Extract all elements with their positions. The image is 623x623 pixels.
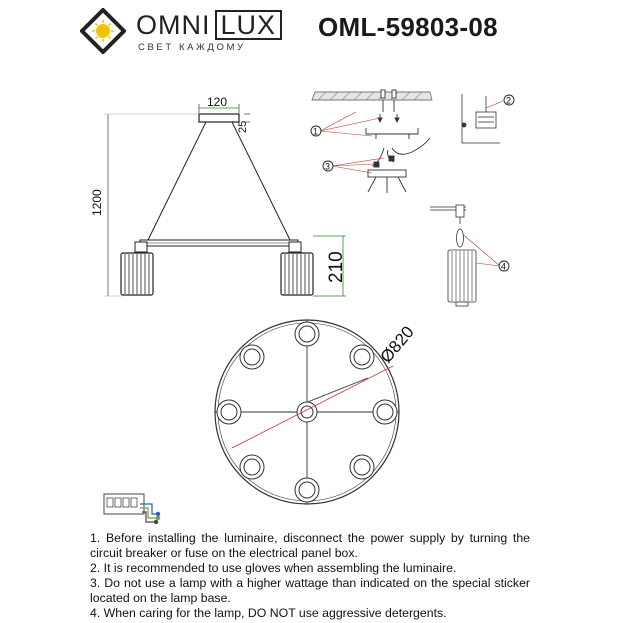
plan-view xyxy=(215,320,399,504)
installation-view xyxy=(312,90,432,193)
brand-name-lux: LUX xyxy=(215,10,283,40)
note-2: 2. It is recommended to use gloves when assembling the luminaire. xyxy=(90,561,457,575)
callout-2: 2 xyxy=(506,95,512,106)
terminal-detail xyxy=(462,94,500,143)
dim-canopy-width: 120 xyxy=(207,95,228,109)
diameter-leader xyxy=(232,366,393,448)
dim-canopy-height: 25 xyxy=(237,120,249,133)
brand-slogan: СВЕТ КАЖДОМУ xyxy=(138,42,246,53)
callout-leaders xyxy=(320,101,503,266)
side-view xyxy=(121,114,313,295)
model-number: OML-59803-08 xyxy=(318,12,498,42)
brand-name-omni: OMNI xyxy=(136,10,211,40)
note-3: 3. Do not use a lamp with a higher wattage than indicated on the special sticker located on the lamp base. xyxy=(90,576,530,605)
note-1: 1. Before installing the luminaire, disconnect the power supply by turning the circuit breaker or fuse on the electrical panel box. xyxy=(90,531,530,560)
callout-3: 3 xyxy=(325,161,331,172)
note-4: 4. When caring for the lamp, DO NOT use aggressive detergents. xyxy=(90,606,447,620)
callout-4: 4 xyxy=(501,261,507,272)
callout-1: 1 xyxy=(313,126,319,137)
lamp-detail xyxy=(430,205,476,306)
safety-notes xyxy=(90,531,530,621)
connector-icon xyxy=(104,494,160,524)
dim-diameter: Ø820 xyxy=(376,322,418,367)
dim-shade-height: 210 xyxy=(326,251,347,283)
dim-total-height: 1200 xyxy=(90,189,104,216)
